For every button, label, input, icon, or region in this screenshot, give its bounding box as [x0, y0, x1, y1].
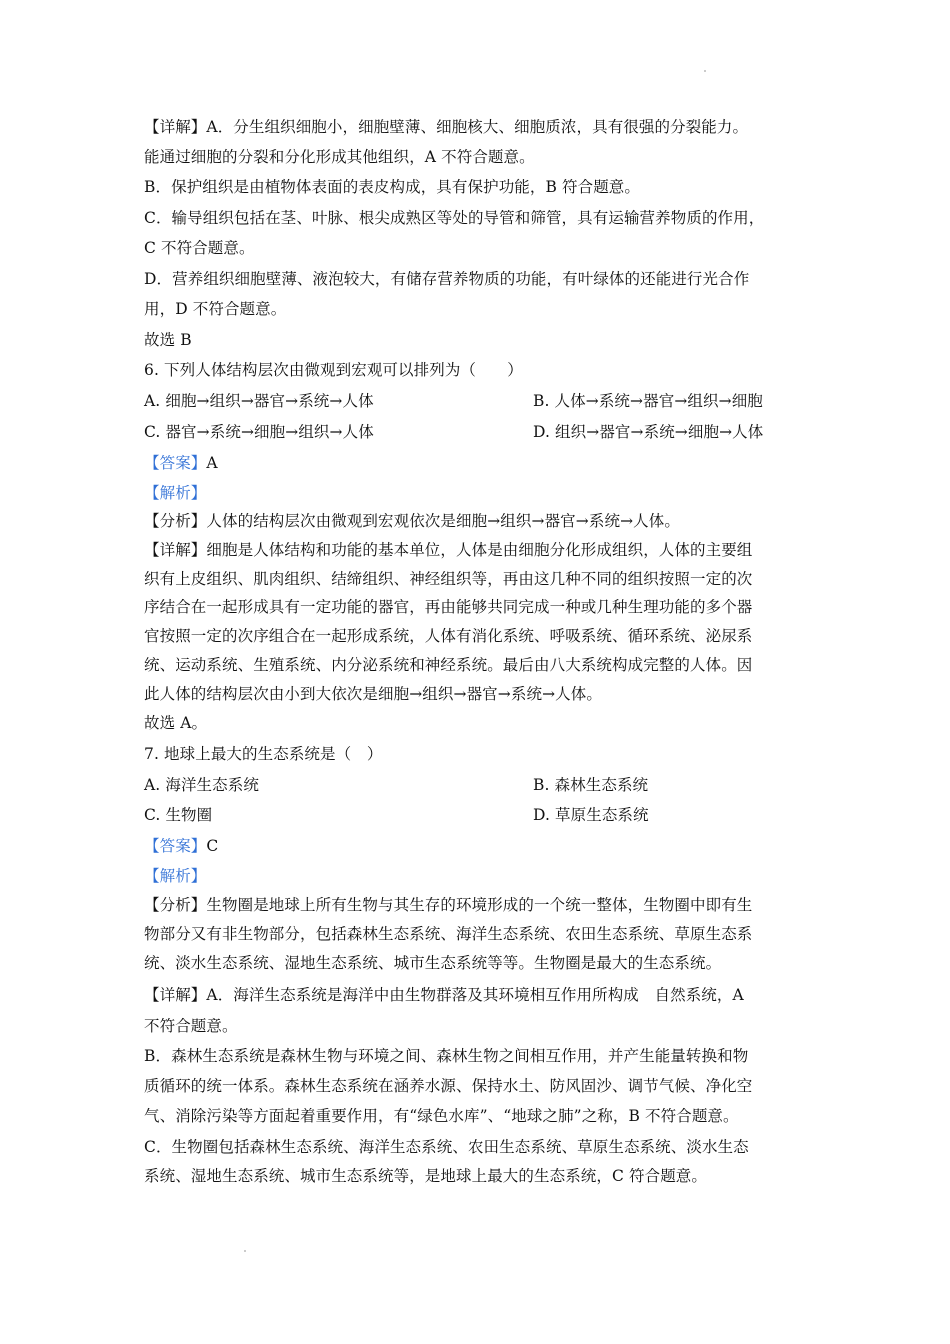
detail-line: 用，D 不符合题意。: [144, 300, 287, 318]
detail-line: 能通过细胞的分裂和分化形成其他组织，A 不符合题意。: [144, 148, 535, 166]
q6-detail-line: 织有上皮组织、肌肉组织、结缔组织、神经组织等，再由这几种不同的组织按照一定的次: [144, 570, 753, 588]
q7-detail-line: 系统、湿地生态系统、城市生态系统等，是地球上最大的生态系统，C 符合题意。: [144, 1167, 707, 1185]
answer-value: C: [206, 837, 219, 855]
q6-analysis-tag: 【解析】: [144, 484, 207, 502]
q7-detail-line: 不符合题意。: [144, 1017, 238, 1035]
q6-detail-line: 此人体的结构层次由小到大依次是细胞→组织→器官→系统→人体。: [144, 685, 602, 703]
q7-analysis-line: 物部分又有非生物部分，包括森林生态系统、海洋生态系统、农田生态系统、草原生态系: [144, 925, 753, 943]
question-6-stem: 6. 下列人体结构层次由微观到宏观可以排列为（ ）: [144, 361, 523, 379]
q7-option-b: B. 森林生态系统: [533, 776, 649, 794]
page-mark: [244, 1250, 246, 1252]
q7-analysis-line: 【分析】生物圈是地球上所有生物与其生存的环境形成的一个统一整体，生物圈中即有生: [144, 896, 753, 914]
question-7-stem: 7. 地球上最大的生态系统是（ ）: [144, 745, 383, 763]
answer-tag: 【答案】: [144, 454, 207, 472]
detail-line: C．输导组织包括在茎、叶脉、根尖成熟区等处的导管和筛管，具有运输营养物质的作用，: [144, 209, 765, 227]
q7-analysis-tag: 【解析】: [144, 867, 207, 885]
detail-line: C 不符合题意。: [144, 239, 255, 257]
q7-option-a: A. 海洋生态系统: [144, 776, 259, 794]
q6-conclusion: 故选 A。: [144, 714, 208, 732]
q7-detail-line: 气、消除污染等方面起着重要作用，有“绿色水库”、“地球之肺”之称，B 不符合题意。: [144, 1107, 739, 1125]
conclusion-line: 故选 B: [144, 331, 192, 349]
q6-analysis-line: 【分析】人体的结构层次由微观到宏观依次是细胞→组织→器官→系统→人体。: [144, 512, 680, 530]
q6-detail-line: 官按照一定的次序组合在一起形成系统，人体有消化系统、呼吸系统、循环系统、泌尿系: [144, 627, 753, 645]
q7-option-c: C. 生物圈: [144, 806, 213, 824]
answer-tag: 【答案】: [144, 837, 207, 855]
page-mark: [704, 70, 706, 72]
detail-line: D．营养组织细胞壁薄、液泡较大，有储存营养物质的功能，有叶绿体的还能进行光合作: [144, 270, 750, 288]
q7-detail-line: B．森林生态系统是森林生物与环境之间、森林生物之间相互作用，并产生能量转换和物: [144, 1047, 749, 1065]
detail-line: B．保护组织是由植物体表面的表皮构成，具有保护功能，B 符合题意。: [144, 178, 641, 196]
q6-option-b: B. 人体→系统→器官→组织→细胞: [533, 392, 763, 410]
q6-option-a: A. 细胞→组织→器官→系统→人体: [144, 392, 374, 410]
q7-answer-line: [144, 836, 218, 856]
q7-detail-line: 【详解】A．海洋生态系统是海洋中由生物群落及其环境相互作用所构成 自然系统，A: [144, 986, 744, 1004]
q6-answer-line: [144, 453, 218, 473]
q7-detail-line: 质循环的统一体系。森林生态系统在涵养水源、保持水土、防风固沙、调节气候、净化空: [144, 1077, 753, 1095]
q7-detail-line: C．生物圈包括森林生态系统、海洋生态系统、农田生态系统、草原生态系统、淡水生态: [144, 1138, 749, 1156]
q6-option-c: C. 器官→系统→细胞→组织→人体: [144, 423, 374, 441]
q7-analysis-line: 统、淡水生态系统、湿地生态系统、城市生态系统等等。生物圈是最大的生态系统。: [144, 954, 722, 972]
q6-option-d: D. 组织→器官→系统→细胞→人体: [533, 423, 764, 441]
q6-detail-line: 序结合在一起形成具有一定功能的器官，再由能够共同完成一种或几种生理功能的多个器: [144, 598, 753, 616]
q6-detail-line: 【详解】细胞是人体结构和功能的基本单位，人体是由细胞分化形成组织，人体的主要组: [144, 541, 753, 559]
detail-line: 【详解】A．分生组织细胞小，细胞壁薄、细胞核大、细胞质浓，具有很强的分裂能力。: [144, 118, 749, 136]
q6-detail-line: 统、运动系统、生殖系统、内分泌系统和神经系统。最后由八大系统构成完整的人体。因: [144, 656, 753, 674]
answer-value: A: [206, 454, 218, 472]
q7-option-d: D. 草原生态系统: [533, 806, 649, 824]
